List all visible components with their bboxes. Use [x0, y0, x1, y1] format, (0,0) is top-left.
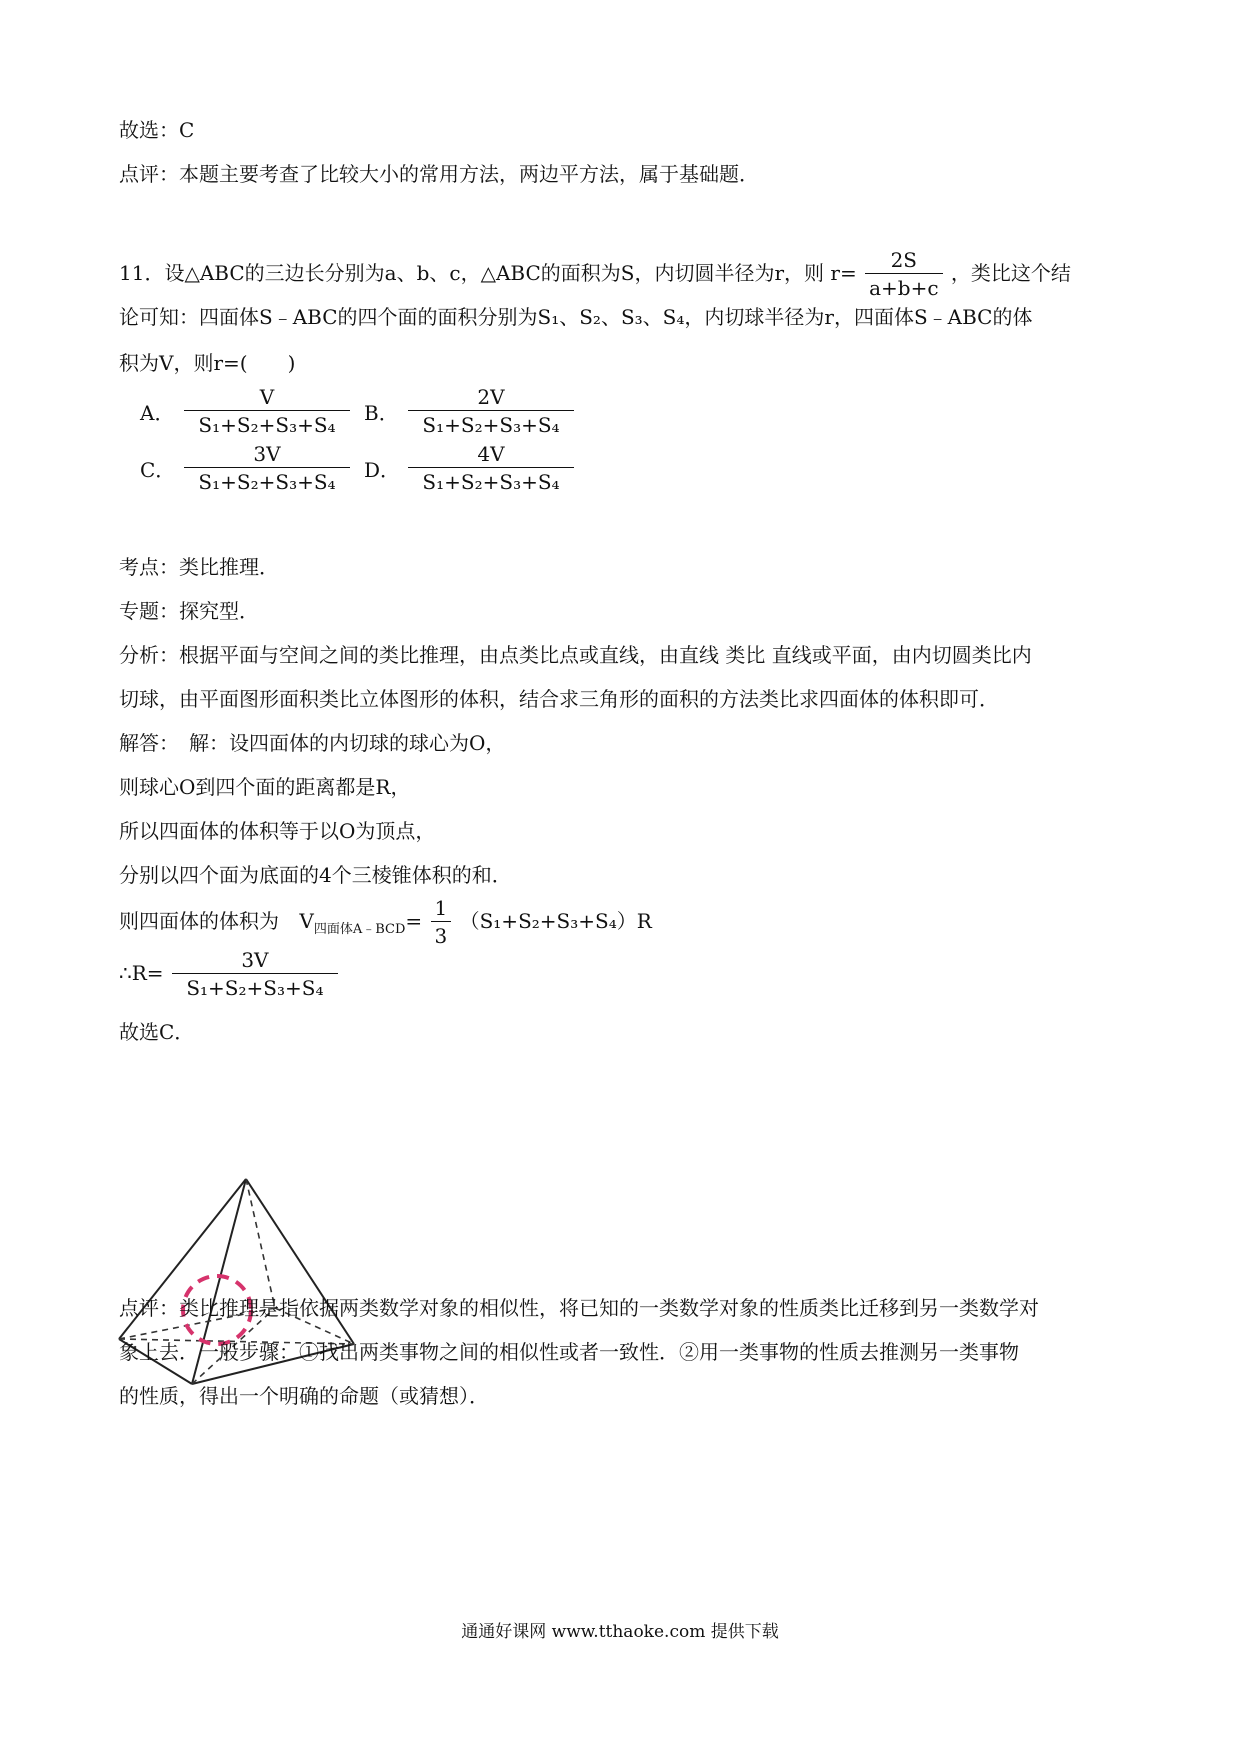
- volume-fraction-numerator: 1: [434, 896, 448, 920]
- question-11-text: 11．设△ABC的三边长分别为a、b、c，△ABC的面积为S，内切圆半径为r，则: [119, 261, 825, 285]
- jieda-line-2: 则球心O到四个面的距离都是R，: [119, 775, 411, 799]
- question-11-text-cont: ，类比这个结: [950, 261, 1071, 285]
- option-c-fraction: [184, 442, 350, 495]
- option-row-ab: [140, 385, 588, 438]
- comment-line-1: 点评：本题主要考查了比较大小的常用方法，两边平方法，属于基础题．: [119, 162, 759, 186]
- volume-lhs: V: [299, 909, 314, 933]
- option-b-fraction: [408, 385, 574, 438]
- r-formula-fraction: [172, 948, 338, 1001]
- option-c-denominator: S₁+S₂+S₃+S₄: [184, 467, 350, 495]
- option-d-denominator: S₁+S₂+S₃+S₄: [408, 467, 574, 495]
- zhuanti-line: 专题：探究型．: [119, 599, 259, 623]
- option-d-label: D．: [364, 458, 401, 482]
- volume-eq: =: [405, 909, 423, 933]
- option-row-cd: [140, 442, 588, 495]
- option-a-fraction: [184, 385, 350, 438]
- question-11-line-3: 积为V，则r=( ): [119, 351, 296, 375]
- volume-rhs: （S₁+S₂+S₃+S₄）R: [459, 909, 652, 933]
- volume-formula-line: [119, 896, 652, 949]
- jieda-line-3: 所以四面体的体积等于以O为顶点，: [119, 819, 436, 843]
- option-a-numerator: V: [259, 385, 275, 409]
- option-a-label: A．: [140, 401, 175, 425]
- question-11-line-1: [119, 248, 1071, 301]
- jieda-line-4: 分别以四个面为底面的4个三棱锥体积的和．: [119, 863, 512, 887]
- jieda-line-1: 解答： 解：设四面体的内切球的球心为O，: [119, 731, 506, 755]
- question-11-line-2: 论可知：四面体S﹣ABC的四个面的面积分别为S₁、S₂、S₃、S₄，内切球半径为r，四面体S﹣ABC的体: [119, 305, 1033, 329]
- r-formula-prefix: ∴R=: [119, 961, 164, 985]
- option-d-fraction: [408, 442, 574, 495]
- page-footer: 通通好课网 www.tthaoke.com 提供下载: [461, 1622, 779, 1642]
- option-c-label: C．: [140, 458, 176, 482]
- answer-line-2: 故选C．: [119, 1020, 195, 1044]
- r-formula-numerator: 3V: [241, 948, 269, 972]
- fenxi-line-1: 分析：根据平面与空间之间的类比推理，由点类比点或直线，由直线 类比 直线或平面，由内切圆类比内: [119, 643, 1032, 667]
- dianping-line-1: 点评：类比推理是指依据两类数学对象的相似性，将已知的一类数学对象的性质类比迁移到另一类数学对: [119, 1296, 1039, 1320]
- tetrahedron-figure: [117, 1172, 367, 1402]
- answer-line-1: 故选：C: [119, 118, 195, 142]
- option-a-denominator: S₁+S₂+S₃+S₄: [184, 410, 350, 438]
- option-b-numerator: 2V: [477, 385, 505, 409]
- r-formula-denominator: S₁+S₂+S₃+S₄: [172, 973, 338, 1001]
- dianping-line-2: 象上去．一般步骤：①找出两类事物之间的相似性或者一致性．②用一类事物的性质去推测另一类事物: [119, 1340, 1019, 1364]
- option-b-label: B．: [364, 401, 399, 425]
- volume-formula-prefix: 则四面体的体积为: [119, 909, 279, 933]
- option-b-denominator: S₁+S₂+S₃+S₄: [408, 410, 574, 438]
- volume-fraction-denominator: 3: [431, 921, 452, 949]
- volume-fraction: [431, 896, 452, 949]
- tetra-hidden-edge-apex-back: [246, 1179, 275, 1308]
- volume-lhs-subscript: 四面体A﹣BCD: [313, 922, 406, 937]
- formula-r-numerator: 2S: [890, 248, 918, 272]
- option-c-numerator: 3V: [253, 442, 281, 466]
- formula-r-denominator: a+b+c: [865, 273, 942, 301]
- formula-r-lhs: r=: [830, 261, 857, 285]
- r-formula-line: [119, 948, 340, 1001]
- dianping-line-3: 的性质，得出一个明确的命题（或猜想）．: [119, 1384, 489, 1408]
- kaodian-line: 考点：类比推理．: [119, 555, 279, 579]
- formula-r-fraction: [865, 248, 942, 301]
- option-d-numerator: 4V: [477, 442, 505, 466]
- fenxi-line-2: 切球，由平面图形面积类比立体图形的体积，结合求三角形的面积的方法类比求四面体的体积即可．: [119, 687, 999, 711]
